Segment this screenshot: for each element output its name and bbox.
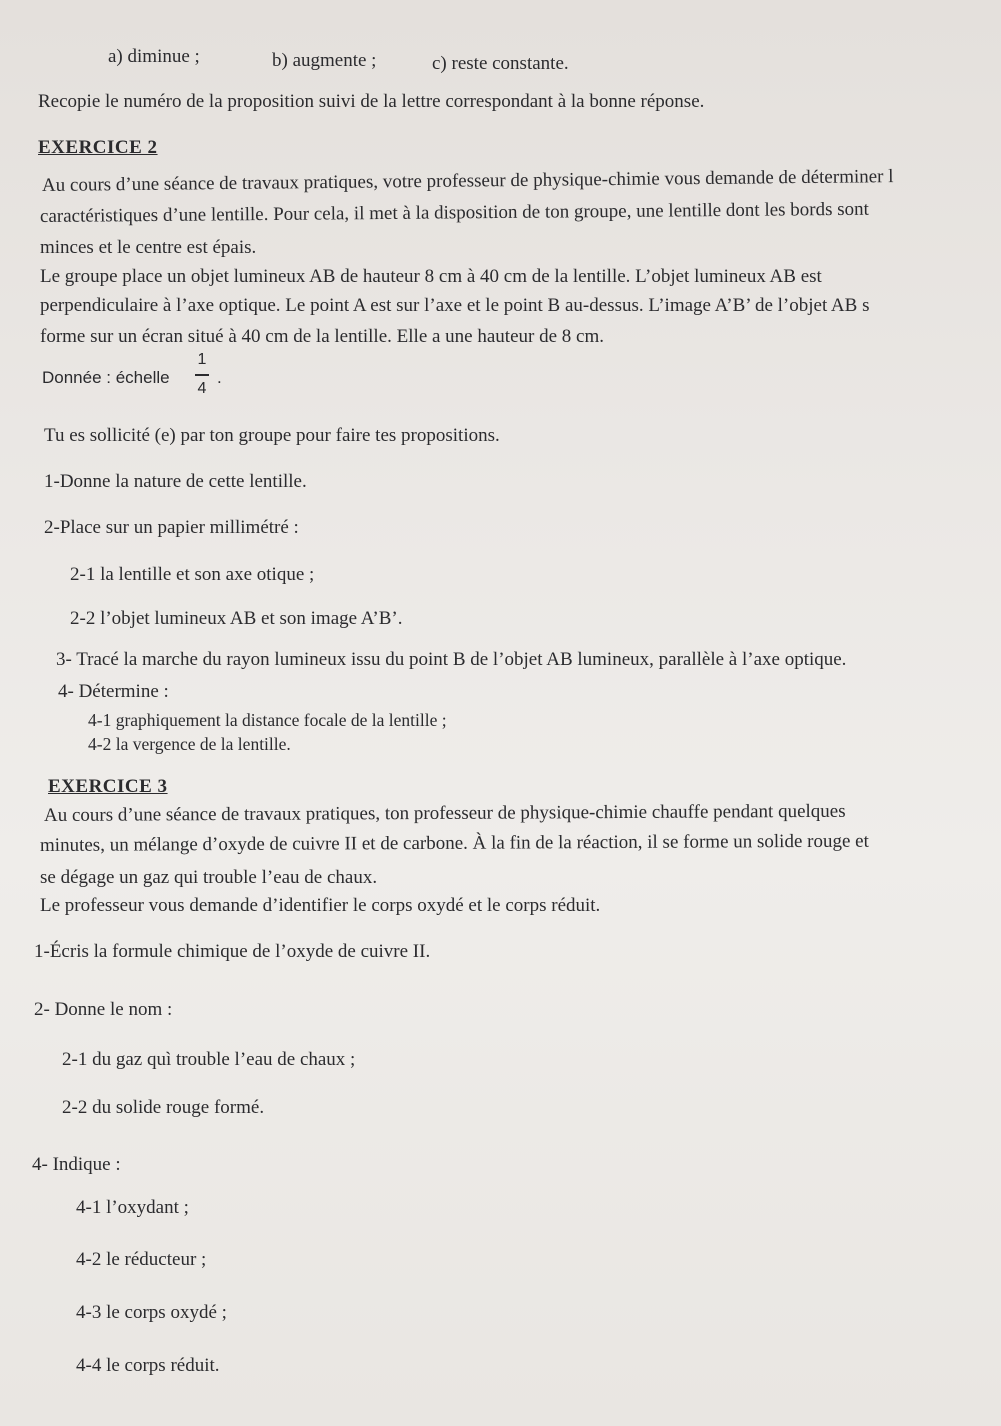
- ex2-para2-line1: Le groupe place un objet lumineux AB de hauteur 8 cm à 40 cm de la lentille. L’objet lumineux AB est: [40, 266, 822, 287]
- ex3-para-line3: se dégage un gaz qui trouble l’eau de chaux.: [40, 867, 378, 888]
- ex2-question-1: 1-Donne la nature de cette lentille.: [44, 471, 307, 492]
- ex2-question-4: 4- Détermine :: [58, 681, 169, 702]
- ex2-para1-line1: Au cours d’une séance de travaux pratiques, votre professeur de physique-chimie vous demande de déterminer l: [41, 166, 894, 196]
- ex3-question-2: 2- Donne le nom :: [34, 999, 173, 1020]
- option-a: a) diminue ;: [108, 46, 200, 67]
- ex3-question-1: 1-Écris la formule chimique de l’oxyde de cuivre II.: [34, 941, 431, 962]
- ex2-question-2-2: 2-2 l’objet lumineux AB et son image A’B’.: [70, 608, 403, 629]
- ex3-question-2-2: 2-2 du solide rouge formé.: [62, 1097, 265, 1118]
- donnee-end: .: [217, 368, 222, 387]
- donnee-label: Donnée : échelle: [42, 368, 170, 387]
- ex2-para2-line2: perpendiculaire à l’axe optique. Le point A est sur l’axe et le point B au-dessus. L’image A’B’ de l’objet AB s: [40, 295, 870, 316]
- ex2-question-2-1: 2-1 la lentille et son axe otique ;: [70, 564, 315, 585]
- exercice-3-title: EXERCICE 3: [48, 776, 168, 797]
- ex3-question-4-1: 4-1 l’oxydant ;: [76, 1197, 189, 1218]
- ex3-question-4-2: 4-2 le réducteur ;: [76, 1249, 207, 1270]
- ex2-question-3: 3- Tracé la marche du rayon lumineux issu du point B de l’objet AB lumineux, parallèle à l’axe optique.: [56, 649, 847, 670]
- ex2-sollicite: Tu es sollicité (e) par ton groupe pour faire tes propositions.: [44, 425, 500, 446]
- ex3-question-4: 4- Indique :: [32, 1154, 121, 1175]
- ex2-para1-line3: minces et le centre est épais.: [40, 237, 257, 258]
- exercice-2-title: EXERCICE 2: [38, 137, 158, 158]
- ex3-question-4-3: 4-3 le corps oxydé ;: [76, 1302, 227, 1323]
- ex2-para1-line2: caractéristiques d’une lentille. Pour cela, il met à la disposition de ton groupe, une lentille dont les bords sont: [39, 198, 870, 227]
- ex3-question-4-4: 4-4 le corps réduit.: [76, 1355, 220, 1376]
- ex2-para2-line3: forme sur un écran situé à 40 cm de la lentille. Elle a une hauteur de 8 cm.: [40, 326, 604, 347]
- option-b: b) augmente ;: [272, 50, 377, 71]
- option-c: c) reste constante.: [432, 53, 569, 74]
- ex3-para-line2: minutes, un mélange d’oxyde de cuivre II et de carbone. À la fin de la réaction, il se forme un solide rouge et: [39, 830, 869, 856]
- ex3-question-2-1: 2-1 du gaz quì trouble l’eau de chaux ;: [62, 1049, 356, 1070]
- ex2-question-4-1: 4-1 graphiquement la distance focale de la lentille ;: [88, 710, 447, 730]
- recopie-instruction: Recopie le numéro de la proposition suivi de la lettre correspondant à la bonne réponse.: [38, 91, 705, 112]
- ex2-question-2: 2-Place sur un papier millimétré :: [44, 517, 299, 538]
- scale-numerator: 1: [197, 351, 207, 368]
- ex3-para-line4: Le professeur vous demande d’identifier le corps oxydé et le corps réduit.: [40, 895, 601, 916]
- scale-denominator: 4: [197, 380, 207, 397]
- fraction-bar: [195, 374, 209, 376]
- ex3-para-line1: Au cours d’une séance de travaux pratiques, ton professeur de physique-chimie chauffe pendant quelques: [43, 800, 846, 826]
- ex2-question-4-2: 4-2 la vergence de la lentille.: [88, 734, 291, 754]
